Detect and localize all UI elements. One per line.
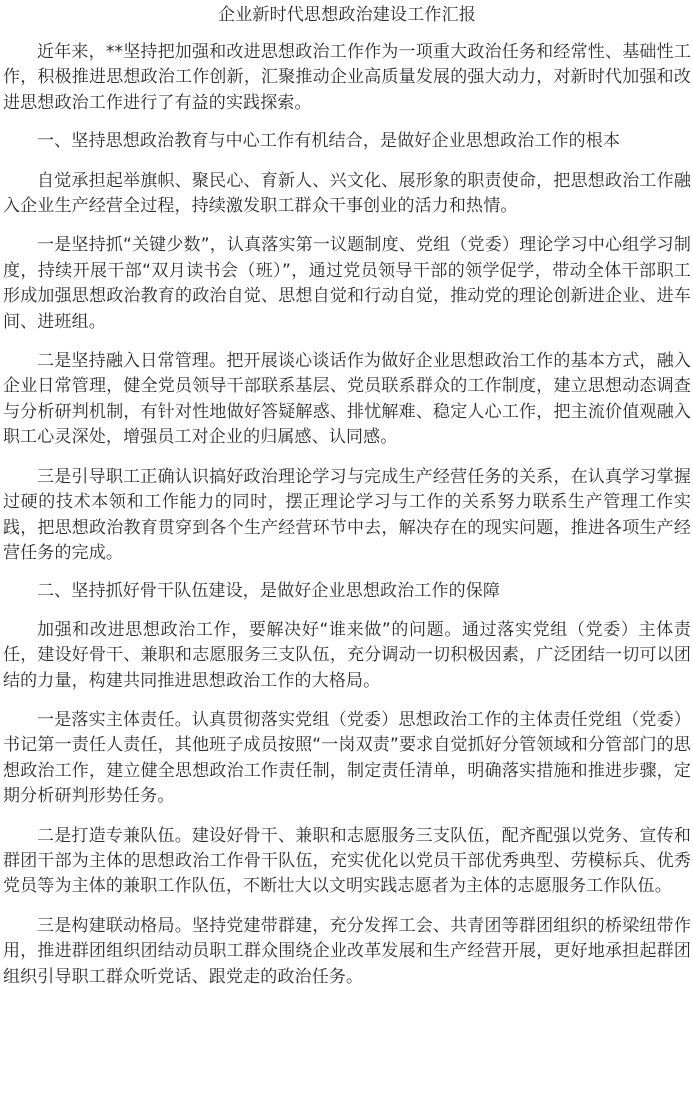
paragraph-intro: 近年来，**坚持把加强和改进思想政治工作作为一项重大政治任务和经常性、基础性工作，积极推进思想政治工作创新，汇聚推动企业高质量发展的强大动力，对新时代加强和改进思想政治工作进行了有益的实践探索。 [3,42,691,113]
paragraph-section-2-point-3: 三是构建联动格局。坚持党建带群建，充分发挥工会、共青团等群团组织的桥梁纽带作用，推进群团组织团结动员职工群众围绕企业改革发展和生产经营开展，更好地承担起群团组织引导职工群众听党话、跟党走的政治任务。 [3,915,691,987]
paragraph-section-1-summary: 自觉承担起举旗帜、聚民心、育新人、兴文化、展形象的职责使命，把思想政治工作融入企业生产经营全过程，持续激发职工群众干事创业的活力和热情。 [3,170,691,217]
paragraph-section-2-point-2: 二是打造专兼队伍。建设好骨干、兼职和志愿服务三支队伍，配齐配强以党务、宣传和群团干部为主体的思想政治工作骨干队伍，充实优化以党员干部优秀典型、劳模标兵、优秀党员等为主体的兼职工作队伍，不断壮大以文明实践志愿者为主体的志愿服务工作队伍。 [3,825,691,897]
paragraph-section-1-point-3: 三是引导职工正确认识搞好政治理论学习与完成生产经营任务的关系，在认真学习掌握过硬的技术本领和工作能力的同时，摆正理论学习与工作的关系努力联系生产管理工作实践，把思想政治教育贯穿到各个生产经营环节中去，解决存在的现实问题，推进各项生产经营任务的完成。 [3,466,691,563]
paragraph-section-2-point-1: 一是落实主体责任。认真贯彻落实党组（党委）思想政治工作的主体责任党组（党委）书记第一责任人责任，其他班子成员按照“一岗双责”要求自觉抓好分管领域和分管部门的思想政治工作，建立健全思想政治工作责任制，制定责任清单，明确落实措施和推进步骤，定期分析研判形势任务。 [3,709,691,807]
section-heading-2: 二、坚持抓好骨干队伍建设，是做好企业思想政治工作的保障 [37,581,501,602]
paragraph-section-1-point-2: 二是坚持融入日常管理。把开展谈心谈话作为做好企业思想政治工作的基本方式，融入企业日常管理，健全党员领导干部联系基层、党员联系群众的工作制度，建立思想动态调查与分析研判机制，有针对性地做好答疑解惑、排忧解难、稳定人心工作，把主流价值观融入职工心灵深处，增强员工对企业的归属感、认同感。 [3,351,691,448]
paragraph-section-1-point-1: 一是坚持抓“关键少数”，认真落实第一议题制度、党组（党委）理论学习中心组学习制度，持续开展干部“双月读书会（班）”，通过党员领导干部的领学促学，带动全体干部职工形成加强思想政治教育的政治自觉、思想自觉和行动自觉，推动党的理论创新进企业、进车间、进班组。 [3,235,691,332]
paragraph-section-2-summary: 加强和改进思想政治工作，要解决好“谁来做”的问题。通过落实党组（党委）主体责任，建设好骨干、兼职和志愿服务三支队伍，充分调动一切积极因素，广泛团结一切可以团结的力量，构建共同推进思想政治工作的大格局。 [3,619,691,691]
section-heading-1: 一、坚持思想政治教育与中心工作有机结合，是做好企业思想政治工作的根本 [37,131,621,152]
document-title: 企业新时代思想政治建设工作汇报 [218,5,476,25]
